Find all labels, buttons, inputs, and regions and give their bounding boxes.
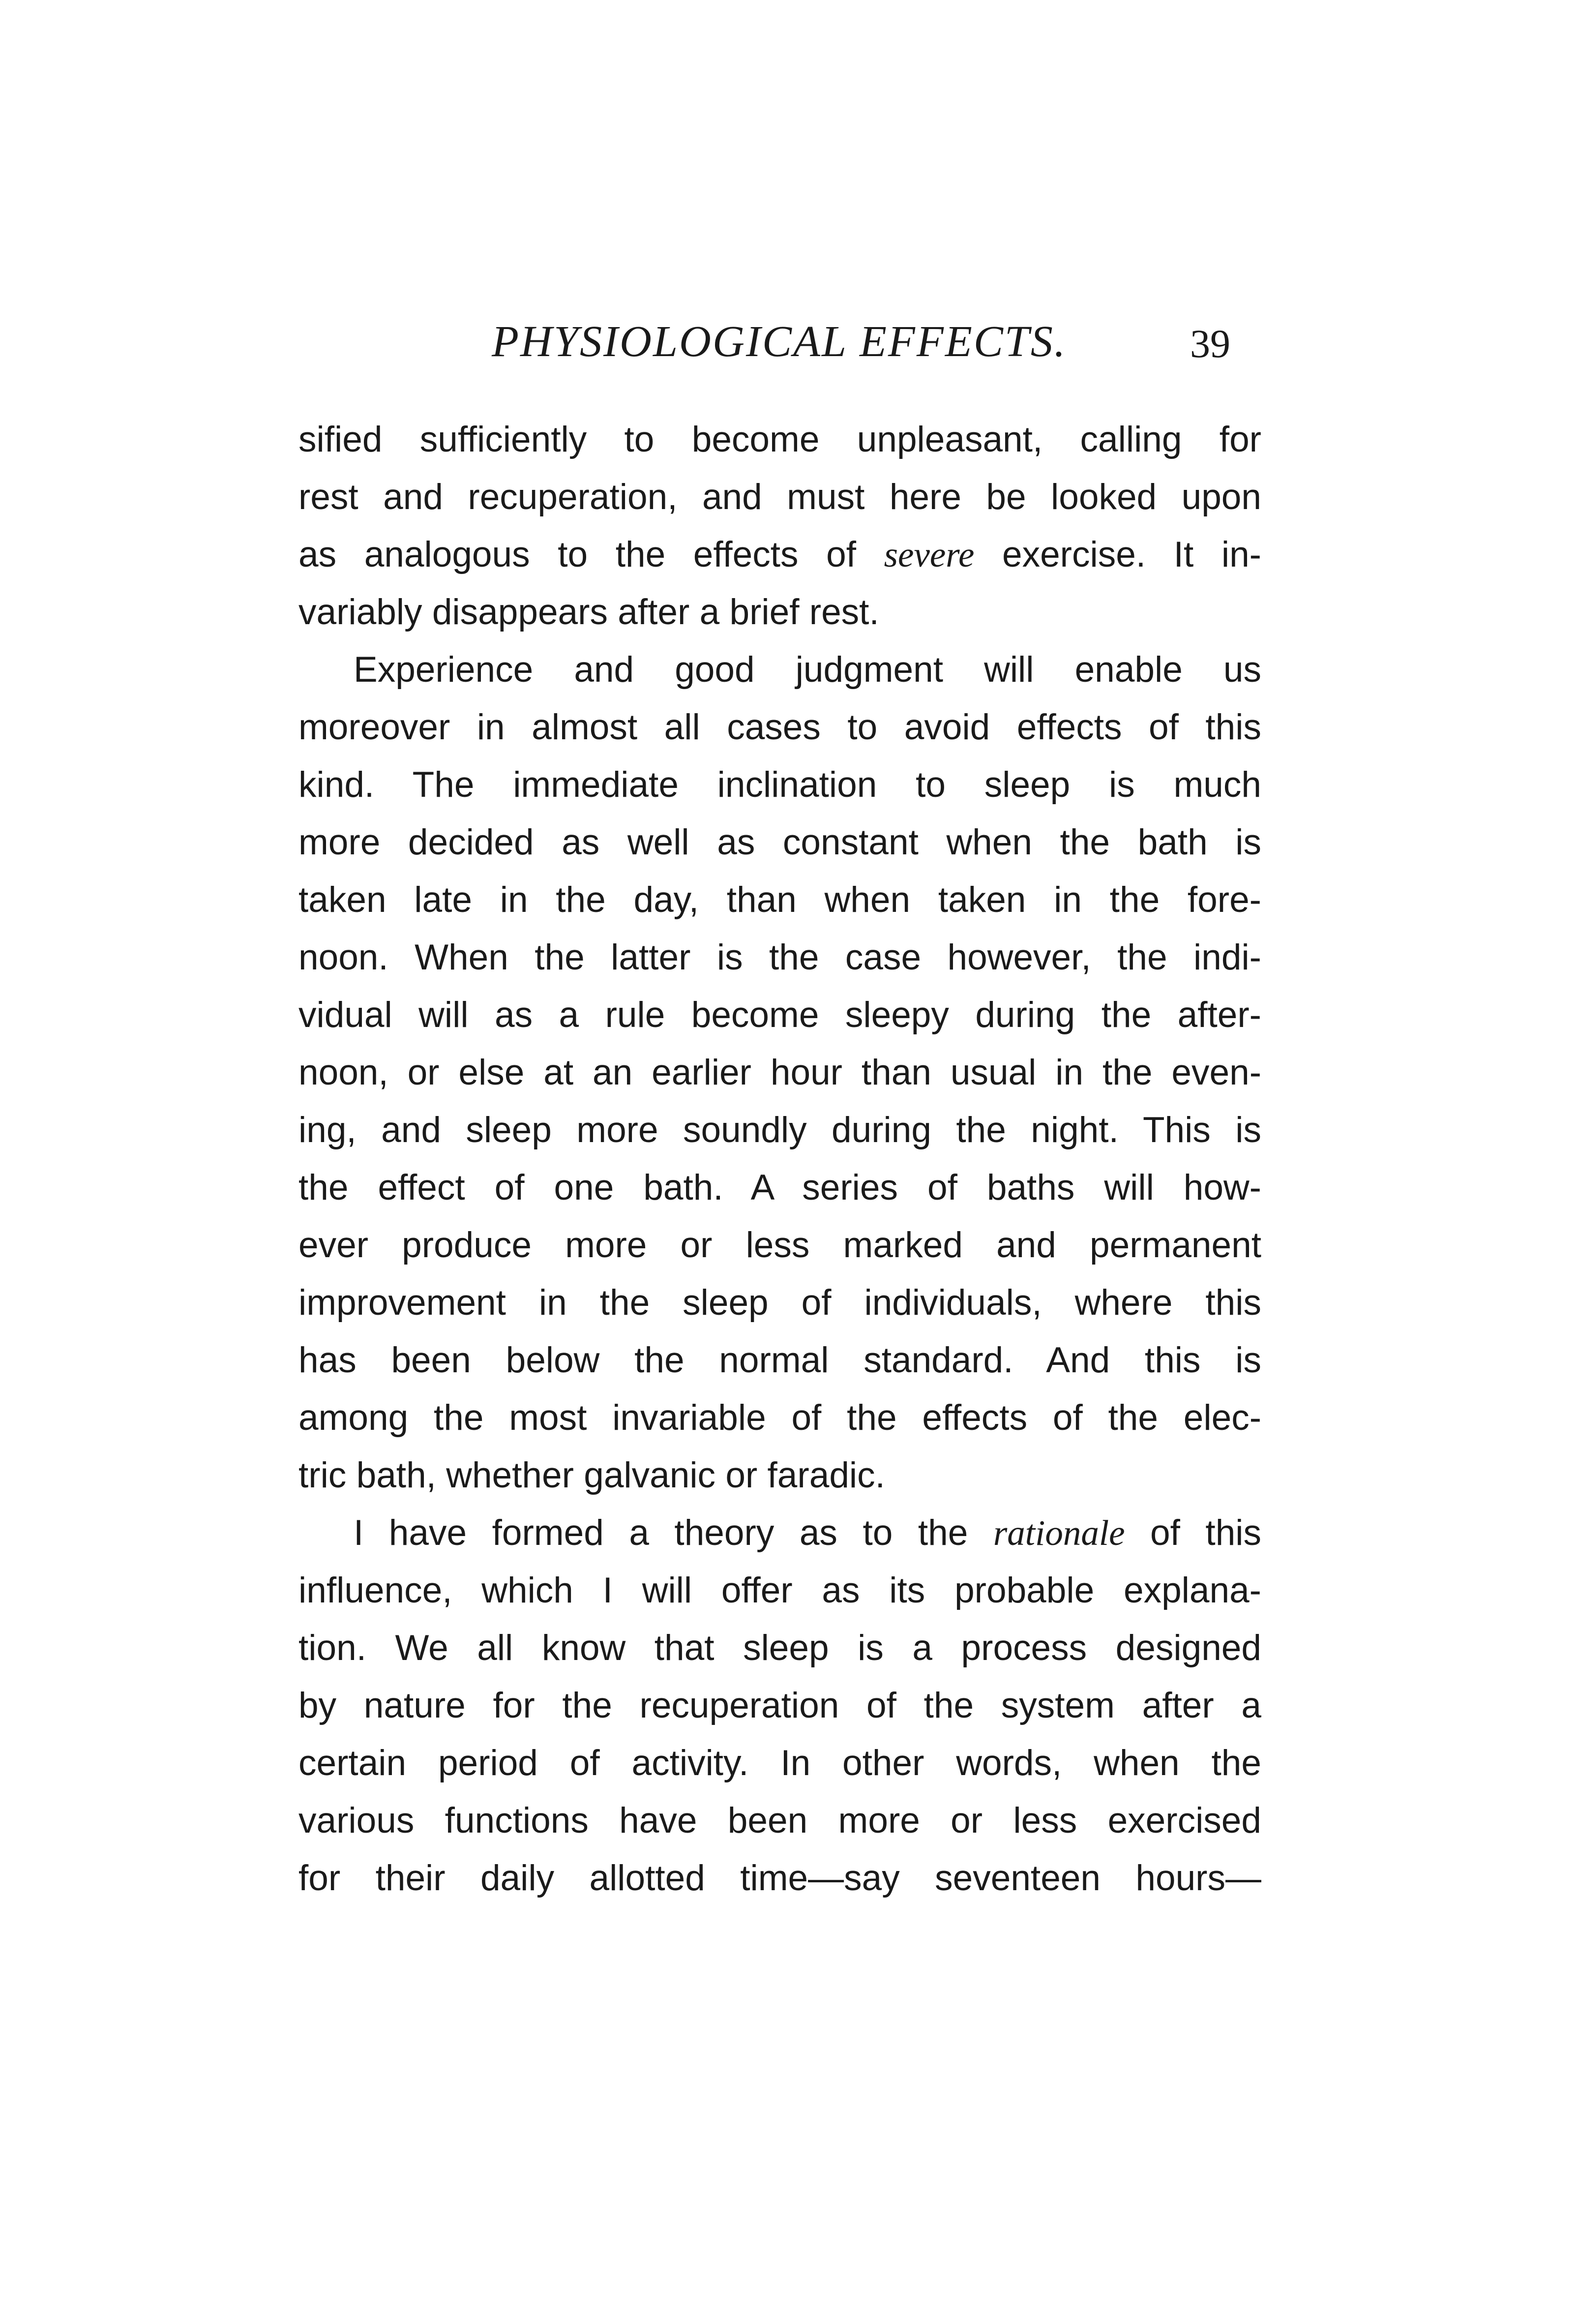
text-line: has been below the normal standard. And this is [298, 1340, 1261, 1380]
text-line: tion. We all know that sleep is a process designed [298, 1628, 1261, 1668]
page-number: 39 [1190, 321, 1230, 366]
text-line: taken late in the day, than when taken in the fore- [298, 880, 1261, 920]
text-line: by nature for the recuperation of the system after a [298, 1686, 1261, 1725]
body-text [298, 411, 1261, 1907]
text-line: tric bath, whether galvanic or faradic. [298, 1455, 885, 1495]
text-line: kind. The immediate inclination to sleep is much [298, 765, 1261, 805]
text-line-paragraph-start: I have formed a theory as to the rationale of this [354, 1513, 1262, 1553]
text-line: for their daily allotted time—say seventeen hours— [298, 1858, 1261, 1898]
text-line: noon, or else at an earlier hour than usual in the even- [298, 1053, 1261, 1092]
text-line: moreover in almost all cases to avoid effects of this [298, 707, 1261, 747]
text-line: as analogous to the effects of severe exercise. It in- [298, 535, 1261, 574]
running-head: PHYSIOLOGICAL EFFECTS. [492, 317, 1067, 366]
text-line: ing, and sleep more soundly during the night. This is [298, 1110, 1261, 1150]
text-line: improvement in the sleep of individuals, where this [298, 1283, 1261, 1323]
text-line: influence, which I will offer as its probable explana- [298, 1570, 1261, 1610]
emphasis-severe: severe [884, 535, 975, 574]
text-line: rest and recuperation, and must here be looked upon [298, 477, 1261, 517]
text-line: noon. When the latter is the case however, the indi- [298, 937, 1261, 977]
text-line: various functions have been more or less exercised [298, 1801, 1261, 1841]
text-line: among the most invariable of the effects of the elec- [298, 1398, 1261, 1438]
text-line-paragraph-start: Experience and good judgment will enable us [354, 650, 1261, 690]
text-line: certain period of activity. In other words, when the [298, 1743, 1261, 1783]
text-line: ever produce more or less marked and permanent [298, 1225, 1261, 1265]
text-line: vidual will as a rule become sleepy during the after- [298, 995, 1261, 1035]
text-line: variably disappears after a brief rest. [298, 592, 879, 632]
text-line: sified sufficiently to become unpleasant, calling for [298, 420, 1261, 459]
text-line: the effect of one bath. A series of baths will how- [298, 1168, 1261, 1207]
emphasis-rationale: rationale [993, 1513, 1125, 1553]
text-line: more decided as well as constant when the bath is [298, 822, 1261, 862]
